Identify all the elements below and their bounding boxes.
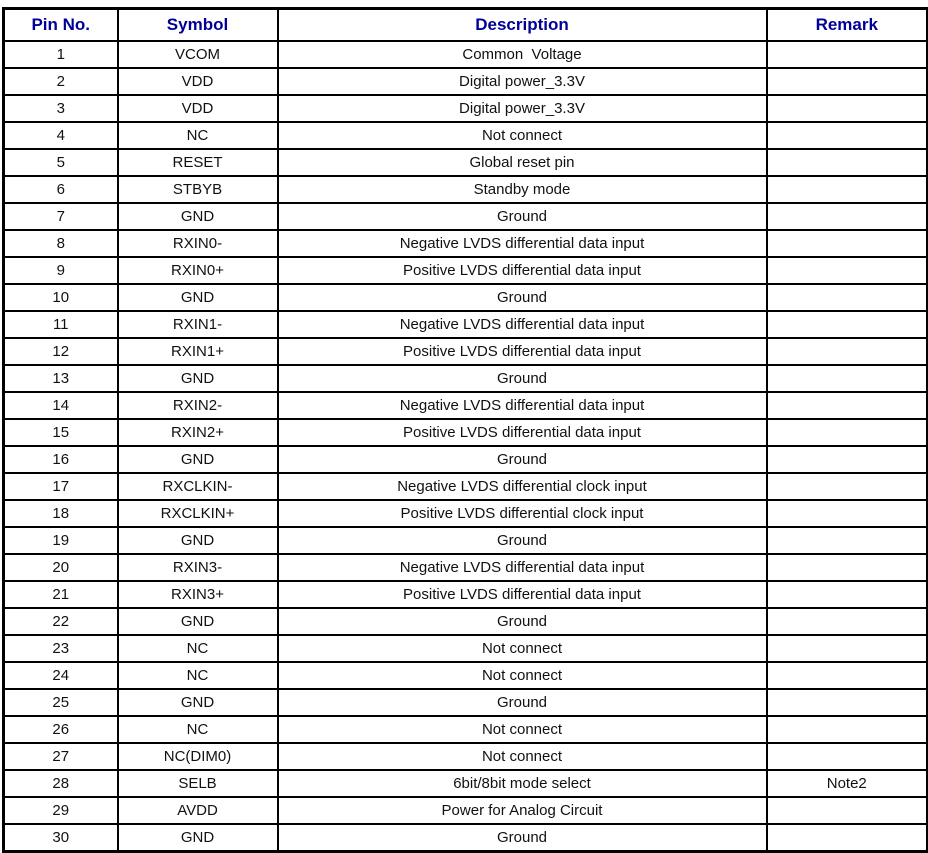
symbol-cell: GND [118, 608, 278, 635]
symbol-cell: RXIN1+ [118, 338, 278, 365]
description-cell: Ground [278, 608, 767, 635]
remark-cell [767, 797, 928, 824]
symbol-cell: RXIN0+ [118, 257, 278, 284]
symbol-cell: SELB [118, 770, 278, 797]
symbol-cell: NC [118, 122, 278, 149]
table-row [4, 230, 928, 257]
remark-cell [767, 176, 928, 203]
table-row [4, 743, 928, 770]
pin-number-cell: 21 [4, 581, 118, 608]
pin-number-cell: 9 [4, 257, 118, 284]
table-row [4, 608, 928, 635]
description-cell: Not connect [278, 743, 767, 770]
description-cell: Not connect [278, 635, 767, 662]
table-row [4, 689, 928, 716]
symbol-cell: GND [118, 689, 278, 716]
remark-cell [767, 41, 928, 68]
description-cell: Ground [278, 824, 767, 852]
remark-cell [767, 257, 928, 284]
description-cell: 6bit/8bit mode select [278, 770, 767, 797]
remark-cell: Note2 [767, 770, 928, 797]
remark-cell [767, 284, 928, 311]
symbol-cell: NC [118, 635, 278, 662]
symbol-cell: RXIN0- [118, 230, 278, 257]
description-cell: Ground [278, 203, 767, 230]
symbol-cell: NC [118, 662, 278, 689]
pin-number-cell: 14 [4, 392, 118, 419]
table-row [4, 797, 928, 824]
remark-cell [767, 149, 928, 176]
table-row [4, 446, 928, 473]
remark-cell [767, 500, 928, 527]
remark-cell [767, 419, 928, 446]
remark-cell [767, 338, 928, 365]
table-row [4, 716, 928, 743]
symbol-cell: RXIN2- [118, 392, 278, 419]
pin-number-cell: 30 [4, 824, 118, 852]
remark-cell [767, 635, 928, 662]
column-header-description: Description [278, 9, 767, 42]
remark-cell [767, 122, 928, 149]
symbol-cell: RXIN1- [118, 311, 278, 338]
column-header-pin-no: Pin No. [4, 9, 118, 42]
pin-number-cell: 22 [4, 608, 118, 635]
pin-number-cell: 29 [4, 797, 118, 824]
table-row [4, 203, 928, 230]
description-cell: Ground [278, 446, 767, 473]
pin-number-cell: 27 [4, 743, 118, 770]
description-cell: Negative LVDS differential data input [278, 311, 767, 338]
description-cell: Standby mode [278, 176, 767, 203]
remark-cell [767, 554, 928, 581]
description-cell: Global reset pin [278, 149, 767, 176]
remark-cell [767, 662, 928, 689]
description-cell: Negative LVDS differential data input [278, 230, 767, 257]
remark-cell [767, 743, 928, 770]
remark-cell [767, 824, 928, 852]
description-cell: Not connect [278, 662, 767, 689]
table-row [4, 338, 928, 365]
pin-number-cell: 4 [4, 122, 118, 149]
table-row [4, 311, 928, 338]
pin-number-cell: 2 [4, 68, 118, 95]
table-row [4, 284, 928, 311]
symbol-cell: GND [118, 824, 278, 852]
symbol-cell: GND [118, 527, 278, 554]
description-cell: Not connect [278, 716, 767, 743]
description-cell: Positive LVDS differential data input [278, 419, 767, 446]
table-row [4, 662, 928, 689]
table-row [4, 419, 928, 446]
symbol-cell: VDD [118, 68, 278, 95]
pin-number-cell: 11 [4, 311, 118, 338]
remark-cell [767, 581, 928, 608]
symbol-cell: VCOM [118, 41, 278, 68]
description-cell: Digital power_3.3V [278, 68, 767, 95]
table-row [4, 770, 928, 797]
column-header-symbol: Symbol [118, 9, 278, 42]
pin-number-cell: 15 [4, 419, 118, 446]
table-row [4, 122, 928, 149]
symbol-cell: NC [118, 716, 278, 743]
pin-number-cell: 19 [4, 527, 118, 554]
remark-cell [767, 446, 928, 473]
remark-cell [767, 716, 928, 743]
pin-number-cell: 6 [4, 176, 118, 203]
description-cell: Ground [278, 365, 767, 392]
pin-number-cell: 5 [4, 149, 118, 176]
pin-description-table [2, 7, 928, 853]
symbol-cell: GND [118, 446, 278, 473]
description-cell: Ground [278, 284, 767, 311]
symbol-cell: RESET [118, 149, 278, 176]
symbol-cell: GND [118, 284, 278, 311]
pin-number-cell: 13 [4, 365, 118, 392]
remark-cell [767, 473, 928, 500]
description-cell: Negative LVDS differential data input [278, 554, 767, 581]
table-body [4, 41, 928, 852]
description-cell: Positive LVDS differential data input [278, 257, 767, 284]
symbol-cell: GND [118, 365, 278, 392]
pin-number-cell: 23 [4, 635, 118, 662]
table-row [4, 95, 928, 122]
table-header-row [4, 9, 928, 42]
remark-cell [767, 311, 928, 338]
pin-number-cell: 17 [4, 473, 118, 500]
remark-cell [767, 203, 928, 230]
table-row [4, 554, 928, 581]
table-row [4, 68, 928, 95]
pin-number-cell: 12 [4, 338, 118, 365]
pin-number-cell: 24 [4, 662, 118, 689]
table-row [4, 149, 928, 176]
pin-number-cell: 26 [4, 716, 118, 743]
remark-cell [767, 68, 928, 95]
symbol-cell: RXIN3- [118, 554, 278, 581]
pin-number-cell: 1 [4, 41, 118, 68]
description-cell: Ground [278, 527, 767, 554]
description-cell: Not connect [278, 122, 767, 149]
pin-number-cell: 3 [4, 95, 118, 122]
table-row [4, 500, 928, 527]
table-row [4, 41, 928, 68]
symbol-cell: AVDD [118, 797, 278, 824]
remark-cell [767, 527, 928, 554]
table-row [4, 635, 928, 662]
remark-cell [767, 365, 928, 392]
description-cell: Power for Analog Circuit [278, 797, 767, 824]
remark-cell [767, 608, 928, 635]
symbol-cell: VDD [118, 95, 278, 122]
symbol-cell: RXCLKIN+ [118, 500, 278, 527]
table-row [4, 581, 928, 608]
table-row [4, 365, 928, 392]
pin-number-cell: 25 [4, 689, 118, 716]
symbol-cell: GND [118, 203, 278, 230]
remark-cell [767, 230, 928, 257]
description-cell: Common Voltage [278, 41, 767, 68]
pin-number-cell: 8 [4, 230, 118, 257]
remark-cell [767, 95, 928, 122]
table-row [4, 527, 928, 554]
table-row [4, 257, 928, 284]
description-cell: Digital power_3.3V [278, 95, 767, 122]
pin-number-cell: 16 [4, 446, 118, 473]
pin-number-cell: 28 [4, 770, 118, 797]
column-header-remark: Remark [767, 9, 928, 42]
description-cell: Negative LVDS differential data input [278, 392, 767, 419]
pin-number-cell: 7 [4, 203, 118, 230]
description-cell: Ground [278, 689, 767, 716]
description-cell: Positive LVDS differential clock input [278, 500, 767, 527]
description-cell: Positive LVDS differential data input [278, 581, 767, 608]
pin-number-cell: 20 [4, 554, 118, 581]
description-cell: Negative LVDS differential clock input [278, 473, 767, 500]
description-cell: Positive LVDS differential data input [278, 338, 767, 365]
remark-cell [767, 392, 928, 419]
symbol-cell: STBYB [118, 176, 278, 203]
symbol-cell: RXCLKIN- [118, 473, 278, 500]
pin-number-cell: 18 [4, 500, 118, 527]
remark-cell [767, 689, 928, 716]
table-row [4, 392, 928, 419]
pin-number-cell: 10 [4, 284, 118, 311]
table-row [4, 473, 928, 500]
symbol-cell: RXIN3+ [118, 581, 278, 608]
table-row [4, 824, 928, 852]
symbol-cell: NC(DIM0) [118, 743, 278, 770]
symbol-cell: RXIN2+ [118, 419, 278, 446]
table-row [4, 176, 928, 203]
